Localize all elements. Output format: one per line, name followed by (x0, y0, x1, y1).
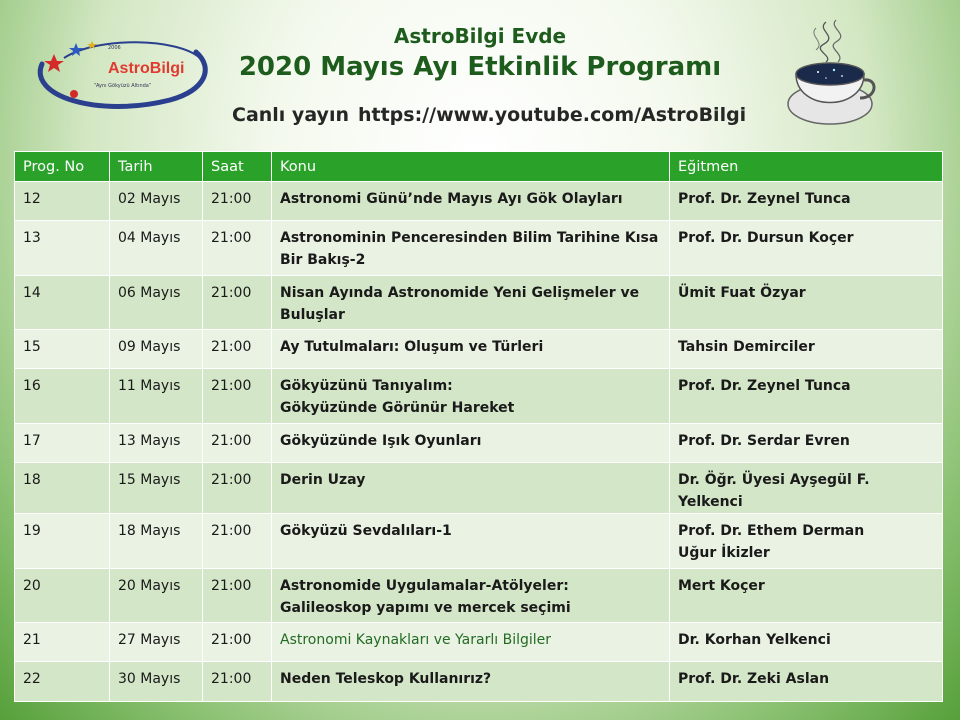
topic-line: Ay Tutulmaları: Oluşum ve Türleri (280, 339, 544, 355)
cell-date: 04 Mayıs (110, 221, 203, 276)
cell-time: 21:00 (203, 369, 272, 424)
instructor-line: Prof. Dr. Ethem Derman (678, 523, 865, 539)
cell-date: 06 Mayıs (110, 276, 203, 330)
topic-line: Astronomi Kaynakları ve Yararlı Bilgiler (280, 632, 552, 648)
table-row (15, 662, 943, 702)
topic-line: Gökyüzü Sevdalıları-1 (280, 523, 452, 539)
table-row (15, 623, 943, 662)
page-title: 2020 Mayıs Ayı Etkinlik Programı (238, 52, 722, 82)
cell-date: 18 Mayıs (110, 514, 203, 569)
cell-instructor (670, 463, 943, 514)
cell-time: 21:00 (203, 182, 272, 221)
logo-year: 2006 (108, 45, 121, 51)
topic-line: Galileoskop yapımı ve mercek seçimi (280, 600, 571, 616)
instructor-line: Tahsin Demirciler (678, 339, 815, 355)
cell-topic (272, 463, 670, 514)
topic-line: Derin Uzay (280, 472, 366, 488)
table-row (15, 569, 943, 623)
topic-line: Astronomide Uygulamalar-Atölyeler: (280, 578, 569, 594)
table-header-row (15, 152, 943, 182)
cell-no: 13 (15, 221, 110, 276)
cell-no: 18 (15, 463, 110, 514)
col-header-instructor: Eğitmen (670, 152, 943, 182)
table-row (15, 514, 943, 569)
table-row (15, 330, 943, 369)
cell-instructor (670, 276, 943, 330)
instructor-line: Ümit Fuat Özyar (678, 285, 806, 301)
cell-date: 11 Mayıs (110, 369, 203, 424)
topic-line: Astronomi Günü’nde Mayıs Ayı Gök Olayları (280, 191, 623, 207)
live-label: Canlı yayın (232, 104, 349, 126)
cell-no: 16 (15, 369, 110, 424)
cell-date: 27 Mayıs (110, 623, 203, 662)
table-row (15, 276, 943, 330)
cell-no: 21 (15, 623, 110, 662)
cell-instructor (670, 623, 943, 662)
cell-no: 22 (15, 662, 110, 702)
cell-instructor (670, 662, 943, 702)
topic-line: Gökyüzünü Tanıyalım: (280, 378, 453, 394)
col-header-date: Tarih (110, 152, 203, 182)
cell-time: 21:00 (203, 569, 272, 623)
cell-date: 20 Mayıs (110, 569, 203, 623)
col-header-prog-no: Prog. No (15, 152, 110, 182)
coffee-cup-icon (786, 18, 878, 130)
cell-topic (272, 514, 670, 569)
cell-instructor (670, 221, 943, 276)
logo-slogan: “Aynı Gökyüzü Altında” (94, 83, 152, 89)
table-row (15, 463, 943, 514)
table-row (15, 221, 943, 276)
cell-time: 21:00 (203, 662, 272, 702)
instructor-line: Prof. Dr. Zeynel Tunca (678, 191, 851, 207)
cell-topic (272, 569, 670, 623)
cell-topic (272, 330, 670, 369)
col-header-topic: Konu (272, 152, 670, 182)
instructor-line: Prof. Dr. Zeynel Tunca (678, 378, 851, 394)
cell-topic (272, 182, 670, 221)
cell-instructor (670, 569, 943, 623)
cell-instructor (670, 182, 943, 221)
header (0, 0, 960, 150)
instructor-line: Dr. Korhan Yelkenci (678, 632, 831, 648)
topic-line: Neden Teleskop Kullanırız? (280, 671, 492, 687)
topic-line: Nisan Ayında Astronomide Yeni Gelişmeler ve (280, 285, 640, 301)
instructor-line: Prof. Dr. Zeki Aslan (678, 671, 830, 687)
cell-no: 15 (15, 330, 110, 369)
instructor-line: Uğur İkizler (678, 545, 770, 561)
cell-time: 21:00 (203, 221, 272, 276)
cell-date: 02 Mayıs (110, 182, 203, 221)
topic-line: Astronominin Penceresinden Bilim Tarihine Kısa (280, 230, 659, 246)
cell-time: 21:00 (203, 623, 272, 662)
cell-date: 13 Mayıs (110, 424, 203, 463)
instructor-line: Dr. Öğr. Üyesi Ayşegül F. Yelkenci (678, 472, 870, 510)
cell-topic (272, 221, 670, 276)
logo-name: AstroBilgi (108, 60, 185, 77)
cell-instructor (670, 330, 943, 369)
instructor-line: Prof. Dr. Dursun Koçer (678, 230, 854, 246)
org-title: AstroBilgi Evde (393, 24, 567, 48)
cell-time: 21:00 (203, 463, 272, 514)
cell-topic (272, 662, 670, 702)
cell-time: 21:00 (203, 424, 272, 463)
coffee-cup-logo (786, 18, 878, 130)
cell-time: 21:00 (203, 514, 272, 569)
cell-instructor (670, 424, 943, 463)
table-row (15, 369, 943, 424)
cell-date: 09 Mayıs (110, 330, 203, 369)
cell-date: 15 Mayıs (110, 463, 203, 514)
instructor-line: Mert Koçer (678, 578, 765, 594)
cell-topic (272, 623, 670, 662)
live-stream-line (232, 104, 746, 126)
cell-topic (272, 369, 670, 424)
topic-line: Buluşlar (280, 307, 345, 323)
cell-no: 20 (15, 569, 110, 623)
cell-time: 21:00 (203, 276, 272, 330)
topic-line: Gökyüzünde Işık Oyunları (280, 433, 482, 449)
cell-date: 30 Mayıs (110, 662, 203, 702)
instructor-line: Prof. Dr. Serdar Evren (678, 433, 850, 449)
cell-no: 17 (15, 424, 110, 463)
topic-line: Gökyüzünde Görünür Hareket (280, 400, 515, 416)
cell-time: 21:00 (203, 330, 272, 369)
program-table (14, 151, 943, 702)
cell-no: 19 (15, 514, 110, 569)
cell-topic (272, 276, 670, 330)
cell-no: 12 (15, 182, 110, 221)
cell-instructor (670, 369, 943, 424)
topic-line: Bir Bakış-2 (280, 252, 366, 268)
cell-no: 14 (15, 276, 110, 330)
cell-topic (272, 424, 670, 463)
col-header-time: Saat (203, 152, 272, 182)
table-row (15, 182, 943, 221)
cell-instructor (670, 514, 943, 569)
table-row (15, 424, 943, 463)
live-url-link[interactable]: https://www.youtube.com/AstroBilgi (357, 104, 747, 126)
